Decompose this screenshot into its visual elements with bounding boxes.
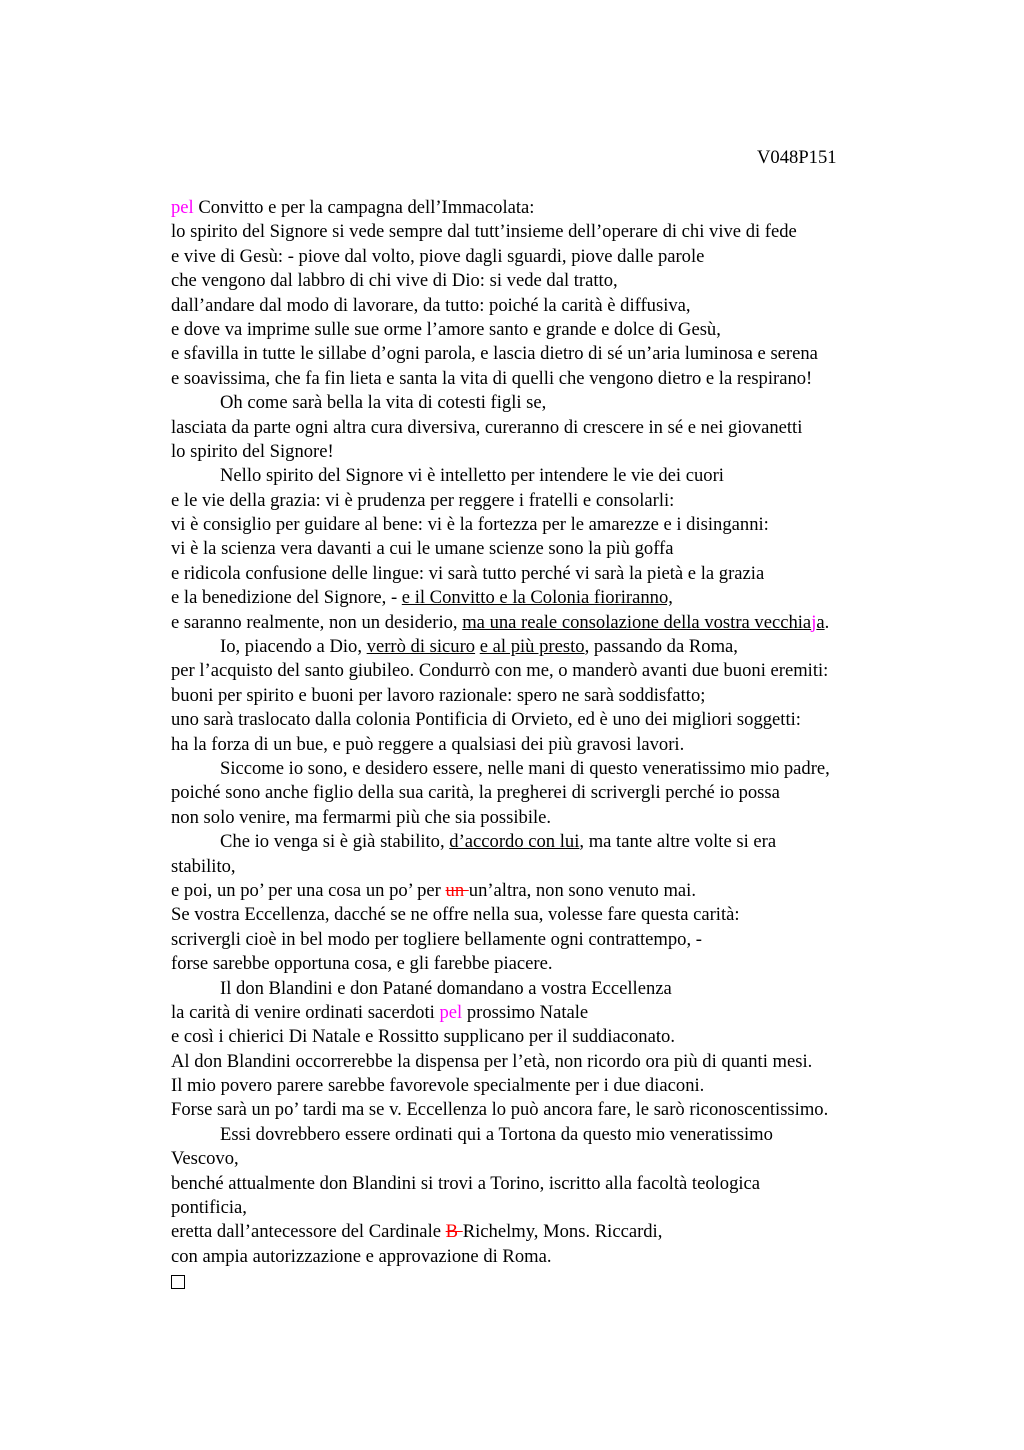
inserted-letter: j xyxy=(811,611,817,633)
letter-body xyxy=(171,196,911,1294)
text-line: pontificia, xyxy=(171,1197,247,1219)
text-line: Il mio povero parere sarebbe favorevole specialmente per i due diaconi. xyxy=(171,1075,705,1097)
text-line: stabilito, xyxy=(171,855,236,877)
text-line: e soavissima, che fa fin lieta e santa la vita di quelli che vengono dietro e la respirano! xyxy=(171,367,813,389)
underlined-phrase: verrò di sicuro xyxy=(366,636,476,658)
text-line: la carità di venire ordinati sacerdoti pel prossimo Natale xyxy=(171,1001,589,1023)
text-line: forse sarebbe opportuna cosa, e gli farebbe piacere. xyxy=(171,953,553,975)
text-line: Al don Blandini occorrerebbe la dispensa per l’età, non ricordo ora più di quanti mesi. xyxy=(171,1050,813,1072)
text-line: eretta dall’antecessore del Cardinale B Richelmy, Mons. Riccardi, xyxy=(171,1221,663,1243)
paragraph-start: Io, piacendo a Dio, verrò di sicuro e al più presto, passando da Roma, xyxy=(220,636,738,658)
paragraph-start: Nello spirito del Signore vi è intelletto per intendere le vie dei cuori xyxy=(220,465,724,487)
text-line: lasciata da parte ogni altra cura diversiva, cureranno di crescere in sé e nei giovanetti xyxy=(171,416,803,438)
text-line: scrivergli cioè in bel modo per togliere bellamente ogni contrattempo, - xyxy=(171,928,702,950)
text-line: Se vostra Eccellenza, dacché se ne offre nella sua, volesse fare questa carità: xyxy=(171,904,740,926)
page-identifier: V048P151 xyxy=(757,147,837,168)
text-line: Vescovo, xyxy=(171,1148,239,1170)
deleted-letter: B xyxy=(445,1221,463,1243)
paragraph-start: Che io venga si è già stabilito, d’accordo con lui, ma tante altre volte si era xyxy=(220,831,777,853)
text-line: e saranno realmente, non un desiderio, ma una reale consolazione della vostra vecchiaja. xyxy=(171,611,830,633)
text-line: e vive di Gesù: - piove dal volto, piove dagli sguardi, piove dalle parole xyxy=(171,245,705,267)
text-line: e la benedizione del Signore, - e il Convitto e la Colonia fioriranno, xyxy=(171,587,673,609)
deleted-word: un xyxy=(445,879,469,901)
text-line: uno sarà traslocato dalla colonia Pontificia di Orvieto, ed è uno dei migliori soggetti: xyxy=(171,709,801,731)
text-line: pel Convitto e per la campagna dell’Immacolata: xyxy=(171,197,535,218)
paragraph-start: Siccome io sono, e desidero essere, nelle mani di questo veneratissimo mio padre, xyxy=(220,757,830,779)
underlined-phrase: e al più presto xyxy=(479,636,585,658)
text-line: vi è la scienza vera davanti a cui le umane scienze sono la più goffa xyxy=(171,538,674,560)
text-line: lo spirito del Signore si vede sempre dal tutt’insieme dell’operare di chi vive di fede xyxy=(171,221,797,243)
text-line: vi è consiglio per guidare al bene: vi è la fortezza per le amarezze e i disinganni: xyxy=(171,514,769,536)
text-line: lo spirito del Signore! xyxy=(171,440,334,462)
paragraph-start: Il don Blandini e don Patané domandano a vostra Eccellenza xyxy=(220,977,672,999)
inserted-word: pel xyxy=(439,1001,463,1023)
end-marker xyxy=(171,1269,911,1293)
square-icon xyxy=(171,1275,185,1289)
text-line: e ridicola confusione delle lingue: vi sarà tutto perché vi sarà la pietà e la grazia xyxy=(171,562,765,584)
text-line: e così i chierici Di Natale e Rossitto supplicano per il suddiaconato. xyxy=(171,1026,675,1048)
paragraph-start: Oh come sarà bella la vita di cotesti figli se, xyxy=(220,392,547,414)
text-line: benché attualmente don Blandini si trovi a Torino, iscritto alla facoltà teologica xyxy=(171,1172,761,1194)
text-line: buoni per spirito e buoni per lavoro razionale: spero ne sarà soddisfatto; xyxy=(171,684,706,706)
text-line: poiché sono anche figlio della sua carità, la pregherei di scrivergli perché io possa xyxy=(171,782,780,804)
text-line: e sfavilla in tutte le sillabe d’ogni parola, e lascia dietro di sé un’aria luminosa e serena xyxy=(171,343,818,365)
text-line: per l’acquisto del santo giubileo. Condurrò con me, o manderò avanti due buoni eremiti: xyxy=(171,660,829,682)
text-line: ha la forza di un bue, e può reggere a qualsiasi dei più gravosi lavori. xyxy=(171,733,685,755)
text-line: con ampia autorizzazione e approvazione di Roma. xyxy=(171,1245,552,1267)
paragraph-start: Essi dovrebbero essere ordinati qui a Tortona da questo mio veneratissimo xyxy=(220,1123,773,1145)
text-line: Forse sarà un po’ tardi ma se v. Eccellenza lo può ancora fare, le sarò riconoscentissimo. xyxy=(171,1099,829,1121)
inserted-word: pel xyxy=(171,197,194,218)
underlined-phrase: e il Convitto e la Colonia fioriranno, xyxy=(401,587,673,609)
text-line: dall’andare dal modo di lavorare, da tutto: poiché la carità è diffusiva, xyxy=(171,294,691,316)
underlined-phrase: d’accordo con lui xyxy=(449,831,580,853)
text-line: e dove va imprime sulle sue orme l’amore santo e grande e dolce di Gesù, xyxy=(171,318,721,340)
text-line: e le vie della grazia: vi è prudenza per reggere i fratelli e consolarli: xyxy=(171,489,675,511)
text-line: e poi, un po’ per una cosa un po’ per un un’altra, non sono venuto mai. xyxy=(171,879,696,901)
text-line: non solo venire, ma fermarmi più che sia possibile. xyxy=(171,806,552,828)
underlined-phrase: ma una reale consolazione della vostra vecchiaja xyxy=(462,611,825,633)
text-line: che vengono dal labbro di chi vive di Dio: si vede dal tratto, xyxy=(171,270,618,292)
